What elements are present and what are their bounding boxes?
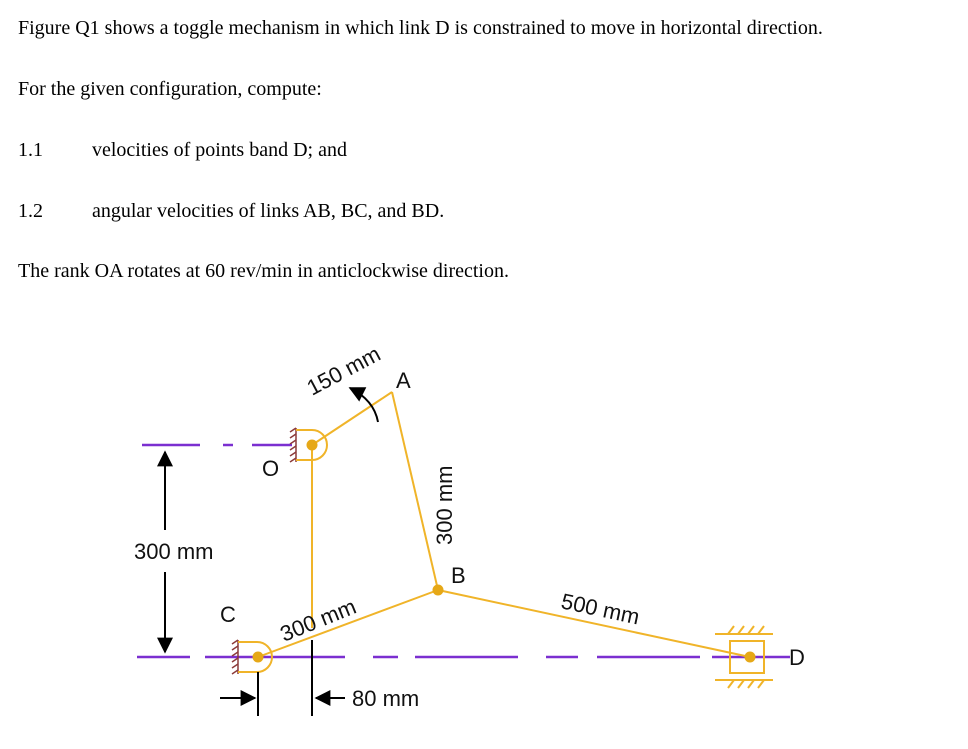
item-1-number: 1.1 [18, 139, 43, 161]
item-1-text: velocities of points band D; and [92, 139, 347, 161]
dim-oa-label: 150 mm [302, 341, 385, 401]
joint-c [253, 652, 264, 663]
joint-d [745, 652, 756, 663]
problem-intro: Figure Q1 shows a toggle mechanism in which link D is constrained to move in horizontal direction. [18, 17, 823, 39]
item-2-text: angular velocities of links AB, BC, and BD. [92, 200, 445, 222]
dim-ab-label: 300 mm [432, 465, 457, 545]
label-o: O [262, 456, 280, 481]
label-a: A [396, 368, 411, 393]
label-d: D [789, 645, 805, 670]
link-oa [312, 392, 392, 445]
dim-bc-label: 300 mm [276, 593, 360, 647]
crank-statement: The rank OA rotates at 60 rev/min in anticlockwise direction. [18, 260, 509, 282]
joint-b [433, 585, 444, 596]
dim-horizontal-label: 80 mm [352, 686, 420, 711]
label-c: C [220, 602, 236, 627]
joint-o [307, 440, 318, 451]
dim-vertical-label: 300 mm [134, 539, 214, 564]
item-2-number: 1.2 [18, 200, 43, 222]
problem-prompt: For the given configuration, compute: [18, 78, 322, 100]
label-b: B [451, 563, 466, 588]
dim-bd-label: 500 mm [558, 588, 642, 630]
